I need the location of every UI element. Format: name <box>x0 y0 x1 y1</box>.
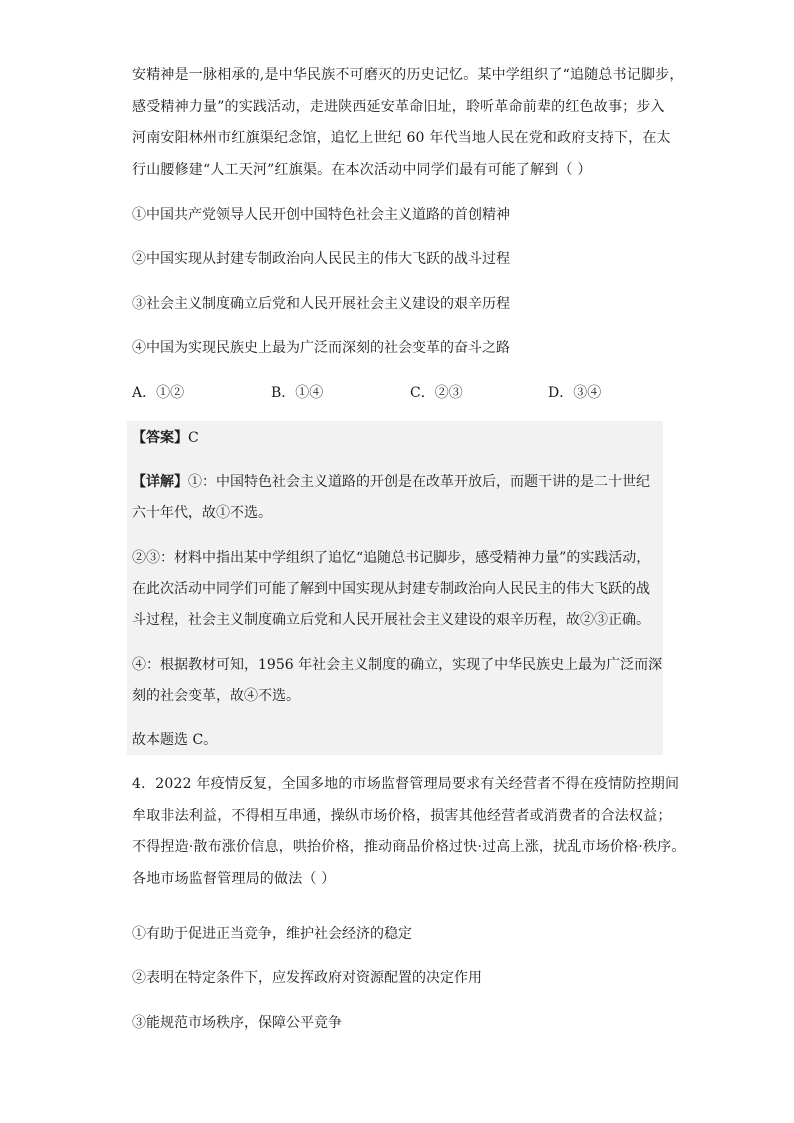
choice-b: B．①④ <box>271 385 324 401</box>
detail-label: 【详解】 <box>132 474 188 490</box>
detail-para2-line-1: ②③：材料中指出某中学组织了追忆“追随总书记脚步，感受精神力量”的实践活动， <box>132 550 651 566</box>
stem-line: 河南安阳林州市红旗渠纪念馆，追忆上世纪 60 年代当地人民在党和政府支持下，在太 <box>132 130 671 146</box>
conclusion: 故本题选 C。 <box>132 732 218 748</box>
answer-value: C <box>188 430 199 446</box>
q4-option-3: ③能规范市场秩序，保障公平竞争 <box>132 1015 342 1031</box>
stem-line: 各地市场监督管理局的做法（ ） <box>132 870 336 887</box>
q3-option-2: ②中国实现从封建专制政治向人民民主的伟大飞跃的战斗过程 <box>132 251 510 267</box>
q4-option-2: ②表明在特定条件下，应发挥政府对资源配置的决定作用 <box>132 970 482 986</box>
q3-option-4: ④中国为实现民族史上最为广泛而深刻的社会变革的奋斗之路 <box>132 340 510 356</box>
stem-line: 牟取非法利益，不得相互串通，操纵市场价格，损害其他经营者或消费者的合法权益； <box>132 807 672 824</box>
question-4-stem <box>132 769 686 895</box>
q3-option-1: ①中国共产党领导人民开创中国特色社会主义道路的首创精神 <box>132 207 510 223</box>
detail-para3-line-1: ④：根据教材可知，1956 年社会主义制度的确立，实现了中华民族史上最为广泛而深 <box>132 657 663 673</box>
stem-line: 不得捏造·散布涨价信息，哄抬价格，推动商品价格过快·过高上涨，扰乱市场价格·秩序。 <box>132 839 686 855</box>
choice-a: A．①② <box>132 385 185 401</box>
detail-text: ①：中国特色社会主义道路的开创是在改革开放后，而题干讲的是二十世纪 <box>188 474 650 490</box>
answer-line <box>132 428 199 448</box>
detail-para3-line-2: 刻的社会变革，故④不选。 <box>132 688 300 704</box>
q3-option-3: ③社会主义制度确立后党和人民开展社会主义建设的艰辛历程 <box>132 296 510 312</box>
choice-d: D．③④ <box>548 385 602 401</box>
q4-option-1: ①有助于促进正当竞争，维护社会经济的稳定 <box>132 926 412 942</box>
detail-line-1 <box>132 472 650 492</box>
stem-line: 4．2022 年疫情反复，全国多地的市场监督管理局要求有关经营者不得在疫情防控期间 <box>132 776 680 792</box>
detail-para2-line-2: 在此次活动中同学们可能了解到中国实现从封建专制政治向人民民主的伟大飞跃的战 <box>132 581 650 597</box>
stem-line: 安精神是一脉相承的,是中华民族不可磨灭的历史记忆。某中学组织了“追随总书记脚步， <box>132 67 684 83</box>
stem-line: 感受精神力量”的实践活动，走进陕西延安革命旧址，聆听革命前辈的红色故事；步入 <box>132 98 665 115</box>
answer-label: 【答案】 <box>132 430 188 446</box>
detail-para2-line-3: 斗过程，社会主义制度确立后党和人民开展社会主义建设的艰辛历程，故②③正确。 <box>132 612 650 628</box>
question-3-stem <box>132 60 684 186</box>
choice-c: C．②③ <box>410 385 463 401</box>
stem-line: 行山腰修建“人工天河”红旗渠。在本次活动中同学们最有可能了解到（ ） <box>132 161 592 178</box>
detail-line-2: 六十年代，故①不选。 <box>132 505 272 521</box>
